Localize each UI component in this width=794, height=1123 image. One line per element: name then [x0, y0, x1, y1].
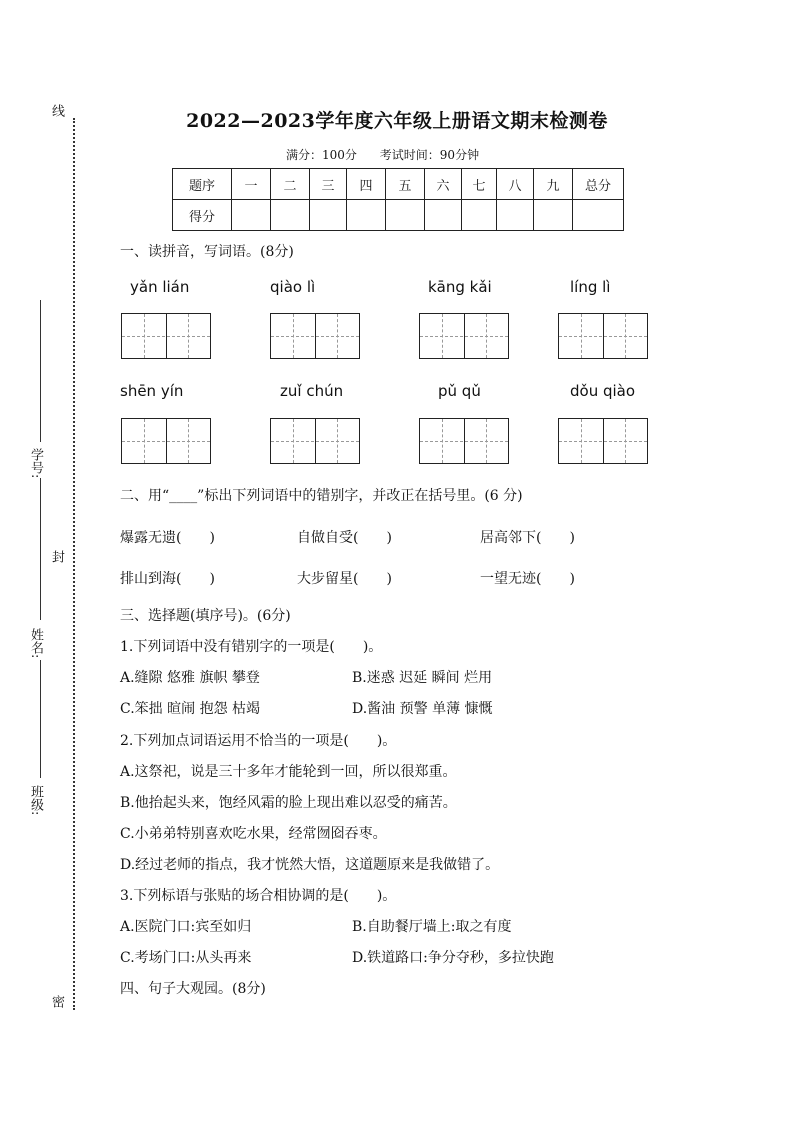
binding-label-feng: 封 — [49, 550, 64, 563]
exam-title: 2022—2023学年度六年级上册语文期末检测卷 — [186, 110, 608, 132]
table-header-cell: 七 — [462, 169, 497, 200]
correction-item[interactable]: 排山到海( ) — [120, 571, 215, 587]
pinyin-label: dǒu qiào — [570, 382, 636, 400]
correction-item[interactable]: 大步留星( ) — [297, 571, 392, 587]
option-1d[interactable]: D.酱油 预警 单薄 慷慨 — [352, 701, 493, 717]
writing-grid[interactable] — [270, 418, 360, 464]
correction-item[interactable]: 自做自受( ) — [297, 530, 392, 546]
option-2b[interactable]: B.他抬起头来，饱经风霜的脸上现出难以忍受的痛苦。 — [120, 795, 457, 811]
pinyin-label: zuǐ chún — [280, 382, 344, 400]
option-2d[interactable]: D.经过老师的指点，我才恍然大悟，这道题原来是我做错了。 — [120, 857, 500, 873]
class-label: 班级: — [28, 785, 43, 816]
table-header-cell: 八 — [497, 169, 534, 200]
score-table-header-row — [173, 169, 624, 200]
option-3b[interactable]: B.自助餐厅墙上:取之有度 — [352, 919, 512, 935]
section3-heading: 三、选择题(填序号)。(6分) — [120, 608, 291, 624]
correction-item[interactable]: 爆露无遗( ) — [120, 530, 215, 546]
writing-grid[interactable] — [121, 313, 211, 359]
table-header-cell: 四 — [347, 169, 386, 200]
option-3c[interactable]: C.考场门口:从头再来 — [120, 950, 252, 966]
option-1b[interactable]: B.迷惑 迟延 瞬间 烂用 — [352, 670, 493, 686]
student-number-label: 学号: — [28, 448, 43, 479]
score-cell[interactable] — [425, 200, 462, 231]
table-header-cell: 二 — [271, 169, 310, 200]
binding-label-xian: 线 — [49, 104, 64, 117]
section2-heading: 二、用“____”标出下列词语中的错别字，并改正在括号里。(6 分) — [120, 488, 523, 504]
score-cell[interactable] — [573, 200, 624, 231]
table-header-cell: 三 — [310, 169, 347, 200]
writing-grid[interactable] — [121, 418, 211, 464]
writing-grid[interactable] — [558, 418, 648, 464]
writing-grid[interactable] — [558, 313, 648, 359]
correction-item[interactable]: 一望无迹( ) — [480, 571, 575, 587]
writing-grid[interactable] — [419, 313, 509, 359]
question-1: 1.下列词语中没有错别字的一项是( )。 — [120, 639, 383, 655]
table-header-cell: 总分 — [573, 169, 624, 200]
class-line[interactable] — [40, 660, 41, 778]
section4-heading: 四、句子大观园。(8分) — [120, 981, 266, 997]
option-3d[interactable]: D.铁道路口:争分夺秒，多拉快跑 — [352, 950, 554, 966]
score-cell[interactable] — [462, 200, 497, 231]
full-score: 满分：100分 — [286, 148, 357, 162]
exam-time: 考试时间：90分钟 — [379, 148, 480, 162]
binding-label-mi: 密 — [49, 995, 64, 1008]
option-1c[interactable]: C.笨拙 暄闹 抱怨 枯竭 — [120, 701, 261, 717]
student-name-line[interactable] — [40, 478, 41, 620]
question-2: 2.下列加点词语运用不恰当的一项是( )。 — [120, 733, 397, 749]
option-1a[interactable]: A.缝隙 悠雅 旗帜 攀登 — [120, 670, 260, 686]
pinyin-label: qiào lì — [270, 278, 316, 296]
score-cell[interactable] — [386, 200, 425, 231]
section1-heading: 一、读拼音，写词语。(8分) — [120, 244, 294, 260]
option-2a[interactable]: A.这祭祀，说是三十多年才能轮到一回，所以很郑重。 — [120, 764, 457, 780]
pinyin-label: pǔ qǔ — [438, 382, 481, 400]
score-cell[interactable] — [347, 200, 386, 231]
student-name-label: 姓名: — [28, 628, 43, 659]
table-header-cell: 题序 — [173, 169, 232, 200]
score-cell[interactable] — [232, 200, 271, 231]
binding-dotted-line — [73, 118, 75, 1010]
table-row-label: 得分 — [173, 200, 232, 231]
student-number-line[interactable] — [40, 300, 41, 442]
correction-item[interactable]: 居高邻下( ) — [480, 530, 575, 546]
pinyin-label: líng lì — [570, 278, 611, 296]
table-header-cell: 九 — [534, 169, 573, 200]
score-table — [172, 168, 624, 231]
table-header-cell: 六 — [425, 169, 462, 200]
table-header-cell: 五 — [386, 169, 425, 200]
table-header-cell: 一 — [232, 169, 271, 200]
score-cell[interactable] — [497, 200, 534, 231]
pinyin-label: shēn yín — [120, 382, 184, 400]
pinyin-label: yǎn lián — [130, 278, 190, 296]
option-2c[interactable]: C.小弟弟特别喜欢吃水果，经常囫囵吞枣。 — [120, 826, 387, 842]
writing-grid[interactable] — [419, 418, 509, 464]
question-3: 3.下列标语与张贴的场合相协调的是( )。 — [120, 888, 397, 904]
score-cell[interactable] — [534, 200, 573, 231]
writing-grid[interactable] — [270, 313, 360, 359]
option-3a[interactable]: A.医院门口:宾至如归 — [120, 919, 252, 935]
score-table-score-row — [173, 200, 624, 231]
score-cell[interactable] — [271, 200, 310, 231]
pinyin-label: kāng kǎi — [428, 278, 492, 296]
score-cell[interactable] — [310, 200, 347, 231]
exam-info — [286, 146, 479, 163]
